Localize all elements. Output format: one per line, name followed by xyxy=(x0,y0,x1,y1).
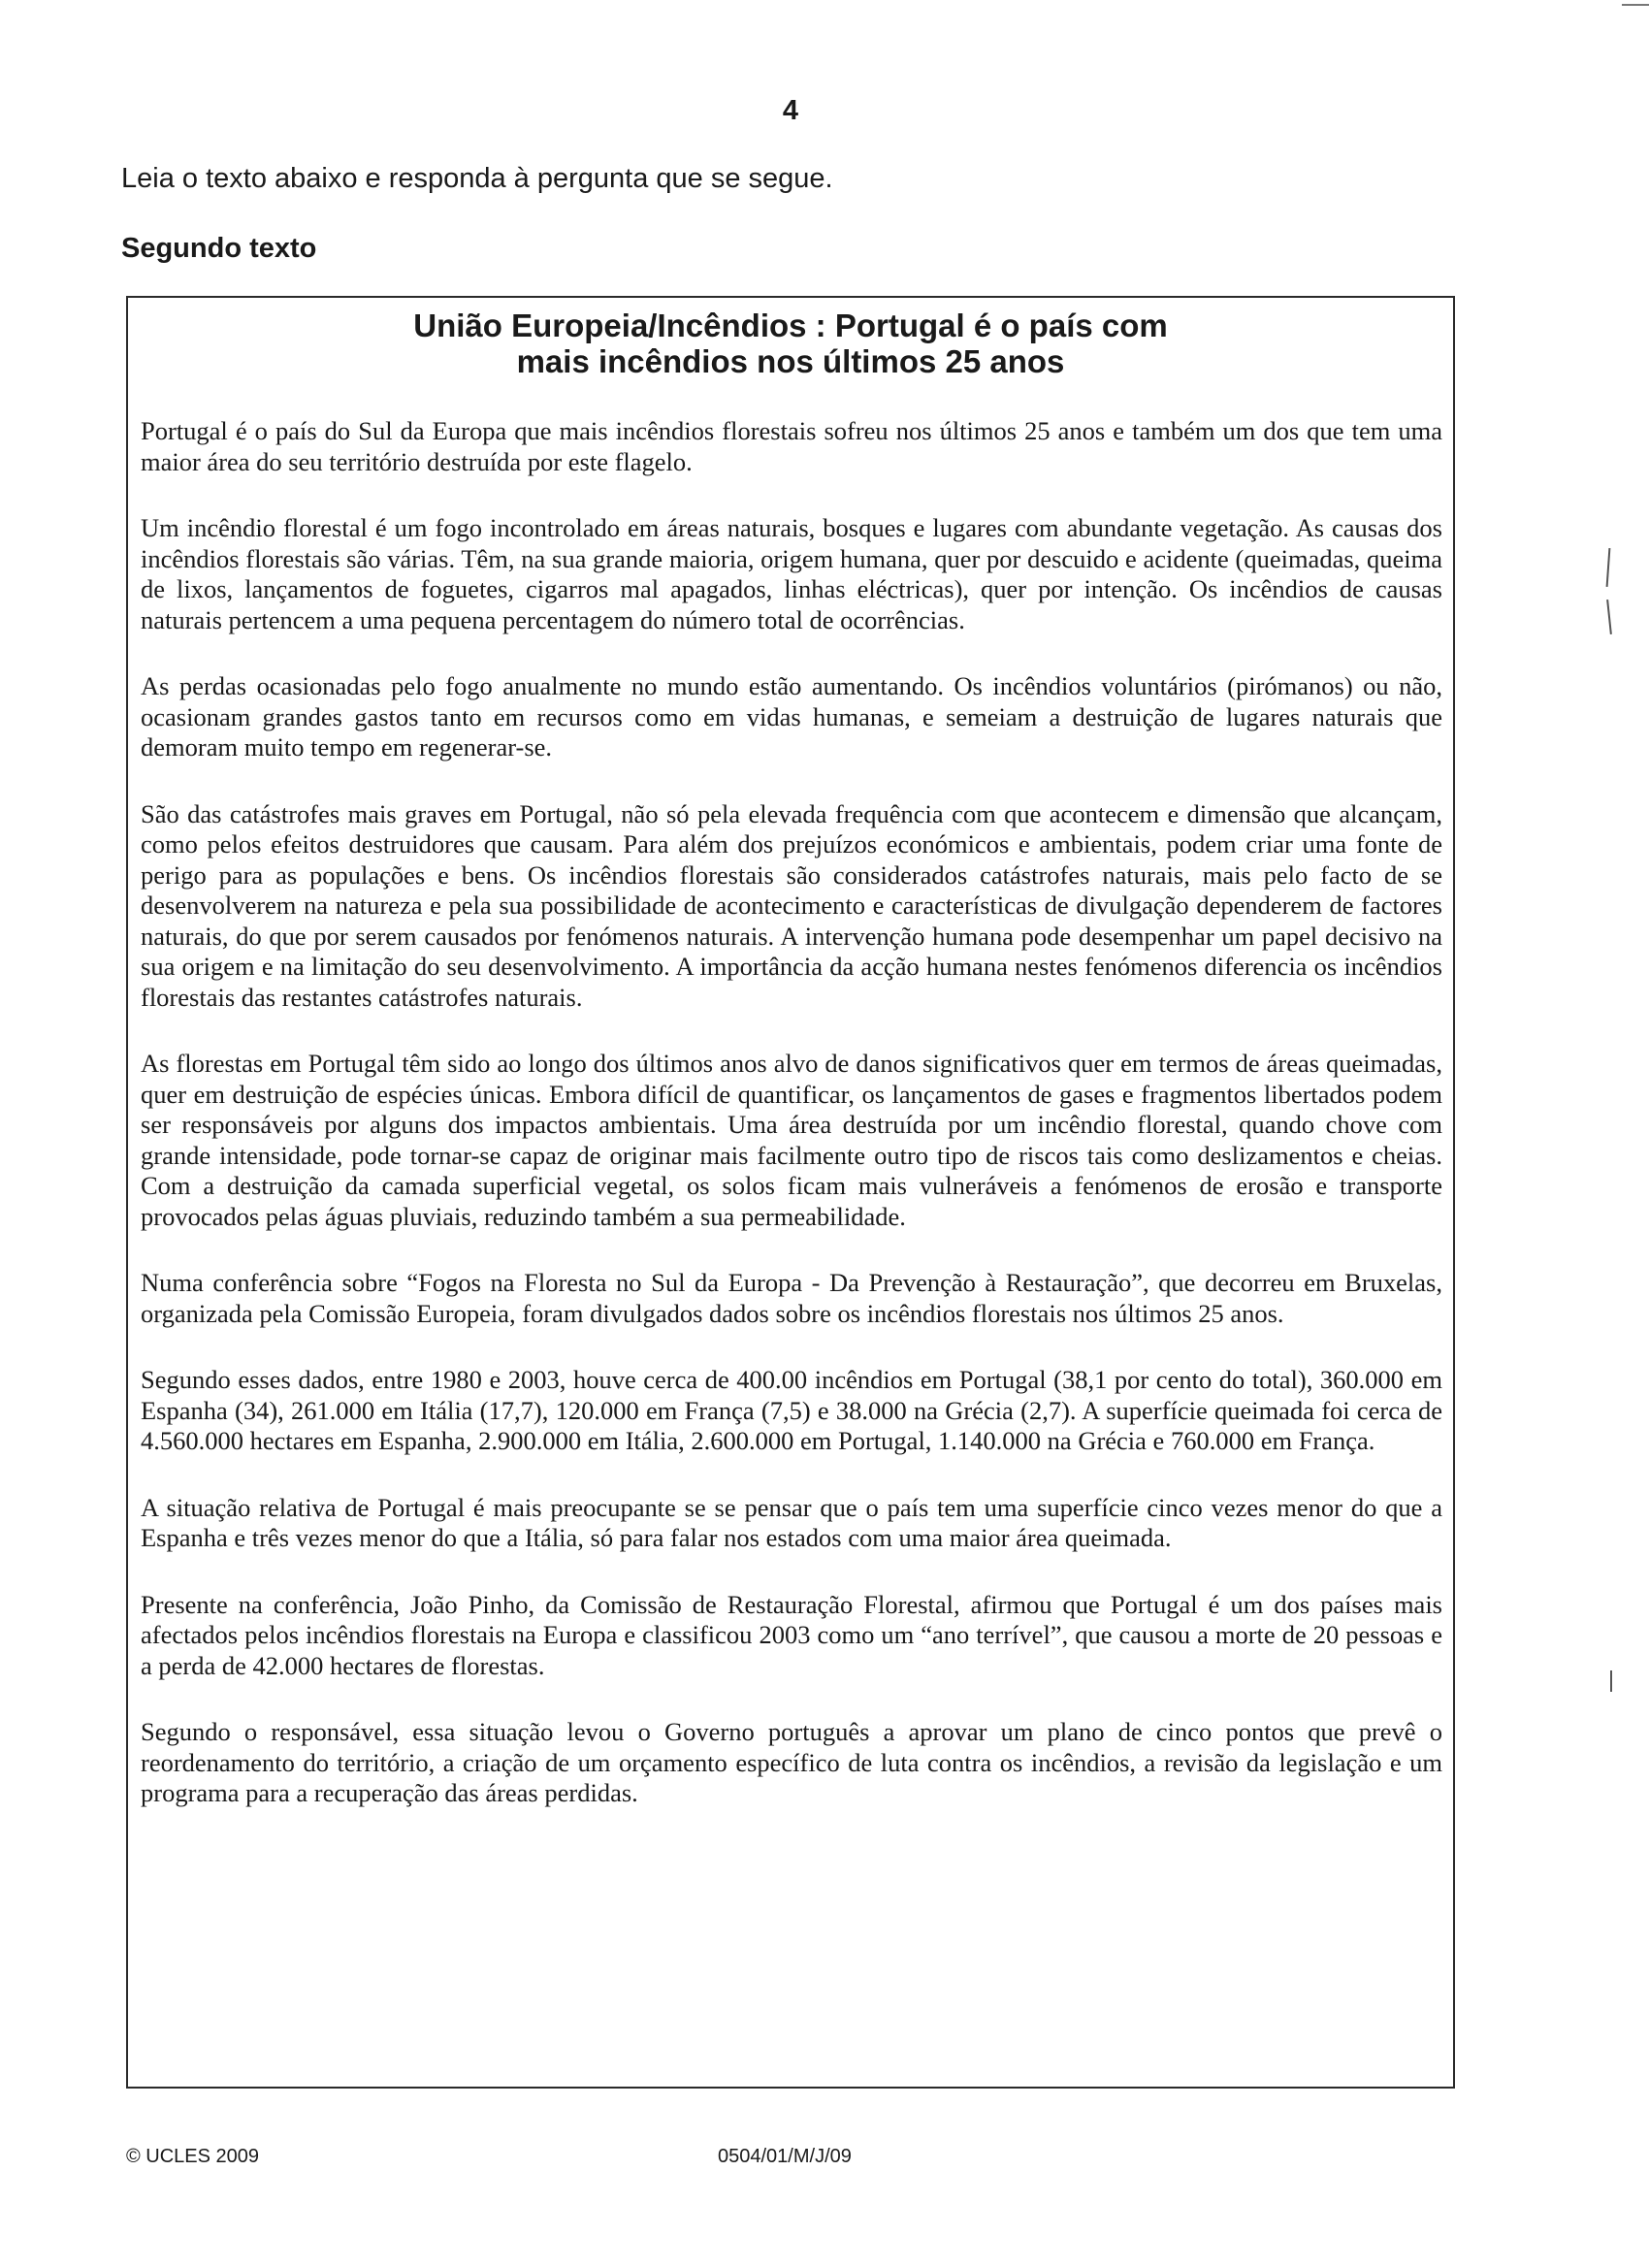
article-paragraph-3: As perdas ocasionadas pelo fogo anualmente no mundo estão aumentando. Os incêndios voluntários (pirómanos) ou não, ocasionam grandes gastos tanto em recursos como em vidas humanas, e semeiam a destruição de lugares naturais que demoram muito tempo em regenerar-se. xyxy=(141,671,1442,761)
section-heading: Segundo texto xyxy=(121,233,317,264)
article-paragraph-6: Numa conferência sobre “Fogos na Floresta no Sul da Europa - Da Prevenção à Restauração”, que decorreu em Bruxelas, organizada pela Comissão Europeia, foram divulgados dados sobre os incêndios florestais nos últimos 25 anos. xyxy=(141,1268,1442,1328)
article-paragraph-5: As florestas em Portugal têm sido ao longo dos últimos anos alvo de danos significativos quer em termos de áreas queimadas, quer em destruição de espécies únicas. Embora difícil de quantificar, os lançamentos de gases e fragmentos libertados podem ser responsáveis por alguns dos impactos ambientais. Uma área destruída por um incêndio florestal, quando chove com grande intensidade, pode tornar-se capaz de originar mais facilmente outro tipo de riscos tais como deslizamentos e cheias. Com a destruição da camada superficial vegetal, os solos ficam mais vulneráveis a fenómenos de erosão e transporte provocados pelas águas pluviais, reduzindo também a sua permeabilidade. xyxy=(141,1049,1442,1231)
article-title-line-2: mais incêndios nos últimos 25 anos xyxy=(516,343,1065,379)
article-paragraph-10: Segundo o responsável, essa situação levou o Governo português a aprovar um plano de cinco pontos que prevê o reordenamento do território, a criação de um orçamento específico de luta contra os incêndios, a revisão da legislação e um programa para a recuperação das áreas perdidas. xyxy=(141,1717,1442,1807)
scan-mark-top-corner xyxy=(1622,4,1649,6)
article-paragraph-1: Portugal é o país do Sul da Europa que mais incêndios florestais sofreu nos últimos 25 anos e também um dos que tem uma maior área do seu território destruída por este flagelo. xyxy=(141,416,1442,476)
footer-paper-code: 0504/01/M/J/09 xyxy=(718,2146,852,2167)
instruction-text: Leia o texto abaixo e responda à pergunta que se segue. xyxy=(121,163,833,194)
article-body xyxy=(141,416,1442,1845)
article-paragraph-4: São das catástrofes mais graves em Portugal, não só pela elevada frequência com que acontecem e dimensão que alcançam, como pelos efeitos destruidores que causam. Para além dos prejuízos económicos e ambientais, podem criar uma fonte de perigo para as populações e bens. Os incêndios florestais são considerados catástrofes naturais, mais pelo facto de se desenvolverem na natureza e pela sua possibilidade de acontecimento e características de divulgação dependerem de factores naturais, do que por serem causados por fenómenos naturais. A intervenção humana pode desempenhar um papel decisivo na sua origem e na limitação do seu desenvolvimento. A importância da acção humana nestes fenómenos diferencia os incêndios florestais das restantes catástrofes naturais. xyxy=(141,798,1442,1012)
page-number: 4 xyxy=(782,95,799,126)
footer-copyright: © UCLES 2009 xyxy=(126,2146,260,2167)
article-title xyxy=(128,308,1453,379)
article-box xyxy=(126,296,1455,2089)
article-paragraph-7: Segundo esses dados, entre 1980 e 2003, houve cerca de 400.00 incêndios em Portugal (38,1 por cento do total), 360.000 em Espanha (34), 261.000 em Itália (17,7), 120.000 em França (7,5) e 38.000 na Grécia (2,7). A superfície queimada foi cerca de 4.560.000 hectares em Espanha, 2.900.000 em Itália, 2.600.000 em Portugal, 1.140.000 na Grécia e 760.000 em França. xyxy=(141,1365,1442,1455)
article-title-line-1: União Europeia/Incêndios : Portugal é o país com xyxy=(413,308,1168,343)
article-paragraph-2: Um incêndio florestal é um fogo incontrolado em áreas naturais, bosques e lugares com abundante vegetação. As causas dos incêndios florestais são várias. Têm, na sua grande maioria, origem humana, quer por descuido e acidente (queimadas, queima de lixos, lançamentos de foguetes, cigarros mal apagados, linhas eléctricas), quer por intenção. Os incêndios de causas naturais pertencem a uma pequena percentagem do número total de ocorrências. xyxy=(141,513,1442,634)
scan-mark-right-lower xyxy=(1610,1670,1612,1692)
article-paragraph-8: A situação relativa de Portugal é mais preocupante se se pensar que o país tem uma superfície cinco vezes menor do que a Espanha e três vezes menor do que a Itália, só para falar nos estados com uma maior área queimada. xyxy=(141,1492,1442,1552)
article-paragraph-9: Presente na conferência, João Pinho, da Comissão de Restauração Florestal, afirmou que Portugal é um dos países mais afectados pelos incêndios florestais na Europa e classificou 2003 como um “ano terrível”, que causou a morte de 20 pessoas e a perda de 42.000 hectares de florestas. xyxy=(141,1589,1442,1680)
scan-mark-right-upper xyxy=(1606,548,1611,587)
scan-mark-right-middle xyxy=(1606,599,1612,634)
